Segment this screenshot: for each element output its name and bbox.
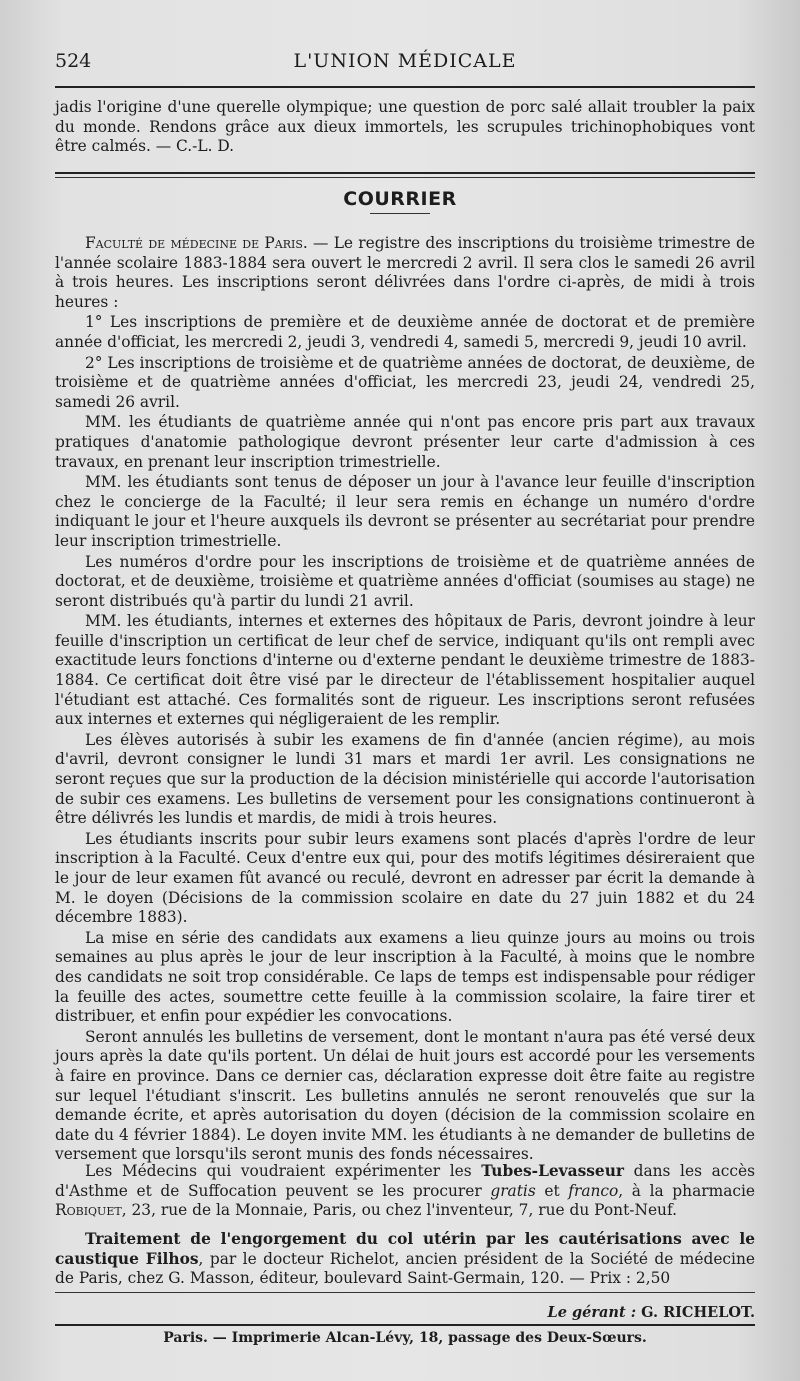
footer-rule — [55, 1324, 755, 1326]
product-name: Tubes-Levasseur — [481, 1162, 625, 1180]
section-rule-bottom — [55, 177, 755, 178]
gerant-label: Le gérant : — [547, 1304, 642, 1321]
header-rule — [55, 86, 755, 88]
paragraph: MM. les étudiants, internes et externes des hôpitaux de Paris, devront joindre à leur feuille d'inscription un certificat de leur chef de service, indiquant qu'ils ont rempli avec exactitude leurs fonctions d'interne ou d'externe pendant le deuxième trimestre de 1883-1884. Ce certificat doit être visé par le directeur de l'établissement hospitalier auquel l'étudiant est attaché. Ces formalités sont de rigueur. Les inscriptions seront refusées aux internes et externes qui négligeraient de les remplir. — [55, 612, 755, 729]
gerant-name: G. RICHELOT. — [641, 1304, 755, 1321]
running-head: L'UNION MÉDICALE — [293, 50, 517, 72]
main-body — [55, 234, 755, 1166]
lead-text: — Le registre des inscriptions du troisième trimestre de l'année scolaire 1883-1884 sera ouvert le mercredi 2 avril. Il sera clos le samedi 26 avril à trois heures. Les inscriptions seront délivrées dans l'ordre ci-après, de midi à trois heures : — [55, 234, 755, 311]
page-number: 524 — [55, 50, 92, 72]
paragraph: Seront annulés les bulletins de versement, dont le montant n'aura pas été versé deux jours après la date qu'ils portent. Un délai de huit jours est accordé pour les versements à faire en province. Dans ce dernier cas, déclaration expresse doit être faite au registre sur lequel l'étudiant s'inscrit. Les bulletins annulés ne seront renouvelés que sur la demande écrite, et après autorisation du doyen (décision de la commission scolaire en date du 4 février 1884). Le doyen invite MM. les étudiants à ne demander de bulletins de versement que lorsqu'ils seront munis des fonds nécessaires. — [55, 1027, 755, 1164]
paragraph: Les numéros d'ordre pour les inscriptions de troisième et de quatrième années de doctorat, et de deuxième, troisième et quatrième années d'officiat (soumises au stage) ne seront distribués qu'à partir du lundi 21 avril. — [55, 552, 755, 610]
paragraph: 2° Les inscriptions de troisième et de quatrième années de doctorat, de deuxième, de troisième et de quatrième années d'officiat, les mercredi 23, jeudi 24, vendredi 25, samedi 26 avril. — [55, 353, 755, 411]
paragraph: MM. les étudiants de quatrième année qui n'ont pas encore pris part aux travaux pratiques d'anatomie pathologique devront présenter leur carte d'admission à ces travaux, en prenant leur inscription trimestrielle. — [55, 413, 755, 471]
advertisement-filhos — [55, 1230, 755, 1290]
footer-rule-top — [55, 1292, 755, 1293]
section-title: COURRIER — [343, 188, 457, 210]
advert-paragraph: Traitement de l'engorgement du col utérin par les cautérisations avec le caustique Filhos, par le docteur Richelot, ancien président de la Société de médecine de Paris, chez G. Masson, éditeur, boulevard Saint-Germain, 120. — Prix : 2,50 — [55, 1230, 755, 1288]
title-underline — [370, 213, 430, 214]
top-paragraph — [55, 98, 755, 158]
paragraph: 1° Les inscriptions de première et de deuxième année de doctorat et de première année d'officiat, les mercredi 2, jeudi 3, vendredi 4, samedi 5, mercredi 9, jeudi 10 avril. — [55, 313, 755, 351]
paragraph: Les élèves autorisés à subir les examens de fin d'année (ancien régime), au mois d'avril, devront consigner le lundi 31 mars et mardi 1er avril. Les consignations ne seront reçues que sur la production de la décision ministérielle qui accorde l'autorisation de subir ces examens. Les bulletins de versement pour les consignations continueront à être délivrés les lundis et mardis, de midi à trois heures. — [55, 730, 755, 828]
section-rule-top — [55, 172, 755, 174]
top-paragraph-text: jadis l'origine d'une querelle olympique; une question de porc salé allait troubler la paix du monde. Rendons grâce aux dieux immortels, les scrupules trichinophobiques vont être calmés. — C.-L. D. — [55, 98, 755, 156]
advert-title: Traitement de l'engorgement du col utérin par les cautérisations avec le caustique Filhos — [55, 1230, 755, 1268]
advertisement-tubes — [55, 1162, 755, 1222]
gerant-line — [55, 1304, 755, 1321]
pharmacy-name: Robiquet — [55, 1201, 122, 1220]
faculty-label: Faculté de médecine de Paris. — [85, 234, 308, 252]
paragraph: Les étudiants inscrits pour subir leurs examens sont placés d'après l'ordre de leur inscription à la Faculté. Ceux d'entre eux qui, pour des motifs légitimes désireraient que le jour de leur examen fût avancé ou reculé, devront en adresser par écrit la demande à M. le doyen (Décisions de la commission scolaire en date du 27 juin 1882 et du 24 décembre 1883). — [55, 829, 755, 927]
lead-paragraph — [55, 234, 755, 312]
paragraph: MM. les étudiants sont tenus de déposer un jour à l'avance leur feuille d'inscription chez le concierge de la Faculté; il leur sera remis en échange un numéro d'ordre indiquant le jour et l'heure auxquels ils devront se présenter au secrétariat pour prendre leur inscription trimestrielle. — [55, 473, 755, 550]
page-header — [55, 42, 755, 76]
advert-paragraph: Les Médecins qui voudraient expérimenter les Tubes-Levasseur dans les accès d'Asthme et de Suffocation peuvent se les procurer gratis et franco, à la pharmacie Robiquet, 23, rue de la Monnaie, Paris, ou chez l'inventeur, 7, rue du Pont-Neuf. — [55, 1162, 756, 1220]
printer-imprint: Paris. — Imprimerie Alcan-Lévy, 18, passage des Deux-Sœurs. — [163, 1330, 647, 1346]
paragraph: La mise en série des candidats aux examens a lieu quinze jours au moins ou trois semaines au plus après le jour de leur inscription à la Faculté, à moins que le nombre des candidats ne soit trop considérable. Ce laps de temps est indispensable pour rédiger la feuille des actes, soumettre cette feuille à la commission scolaire, la faire tirer et distribuer, et enfin pour expédier les convocations. — [55, 928, 755, 1026]
